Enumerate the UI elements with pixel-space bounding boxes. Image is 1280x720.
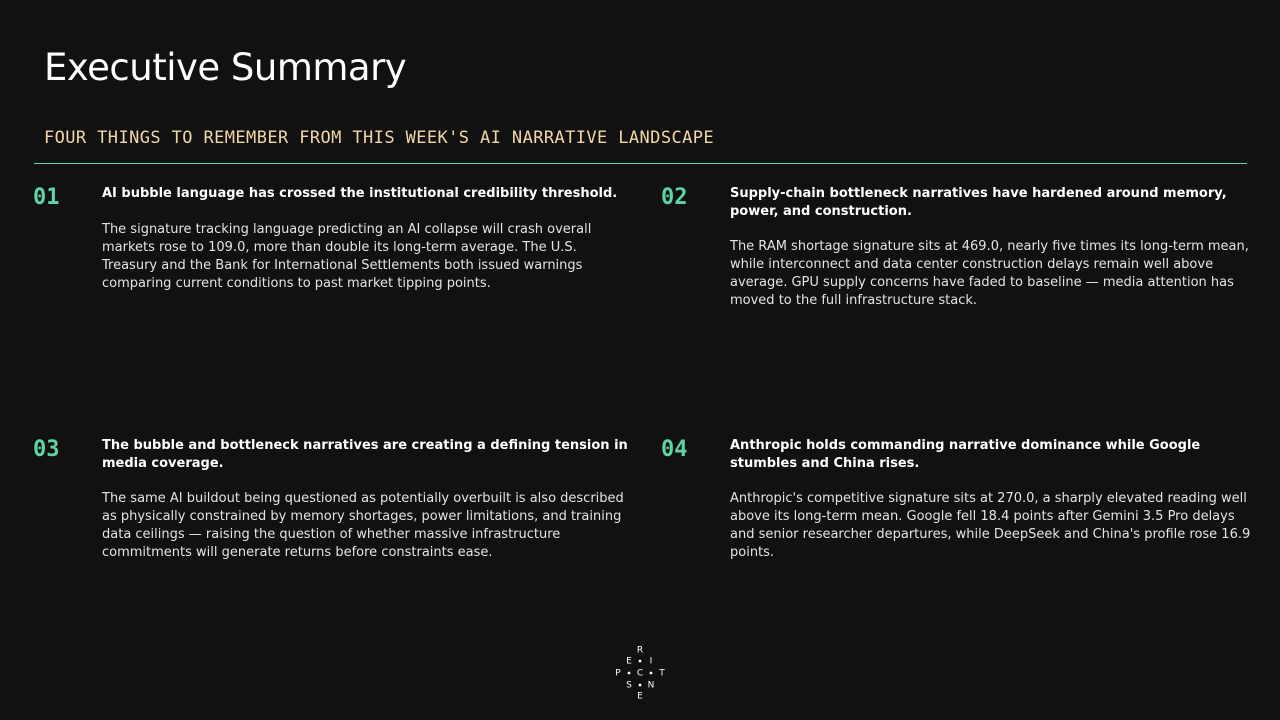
divider bbox=[34, 163, 1247, 164]
brand-logo bbox=[600, 644, 680, 704]
logo-letter: C bbox=[636, 668, 644, 679]
item-heading: The bubble and bottleneck narratives are creating a defining tension in media coverage. bbox=[102, 438, 628, 471]
slide-title: Executive Summary bbox=[44, 46, 407, 89]
item-heading: AI bubble language has crossed the institutional credibility threshold. bbox=[102, 186, 618, 201]
logo-dot bbox=[639, 660, 642, 663]
item-heading: Anthropic holds commanding narrative dominance while Google stumbles and China rises. bbox=[730, 438, 1201, 471]
item-number: 04 bbox=[661, 437, 688, 462]
logo-letter: P bbox=[615, 668, 621, 679]
logo-dot bbox=[650, 672, 653, 675]
item-body: The signature tracking language predicting an AI collapse will crash overall markets rose to 109.0, more than double its long-term average. The U.S. Treasury and the Bank for International Settlements both issued warnings comparing current conditions to past market tipping points. bbox=[102, 222, 592, 291]
item-number: 03 bbox=[33, 437, 60, 462]
slide-subtitle: FOUR THINGS TO REMEMBER FROM THIS WEEK'S AI NARRATIVE LANDSCAPE bbox=[44, 128, 714, 148]
item-number: 02 bbox=[661, 185, 688, 210]
logo-letter: E bbox=[637, 691, 643, 702]
item-body: Anthropic's competitive signature sits at 270.0, a sharply elevated reading well above its long-term mean. Google fell 18.4 points after Gemini 3.5 Pro delays and senior researcher departures, while DeepSeek and China's profile rose 16.9 points. bbox=[730, 491, 1251, 560]
logo-letter: E bbox=[626, 656, 632, 667]
item-body: The RAM shortage signature sits at 469.0, nearly five times its long-term mean, while interconnect and data center construction delays remain well above average. GPU supply concerns have faded to baseline — media attention has moved to the full infrastructure stack. bbox=[730, 239, 1249, 308]
logo-letter: I bbox=[649, 656, 653, 667]
logo-letter: T bbox=[659, 668, 665, 679]
logo-letter: N bbox=[647, 680, 655, 691]
logo-dot bbox=[639, 684, 642, 687]
item-number: 01 bbox=[33, 185, 60, 210]
logo-letter: S bbox=[626, 680, 632, 691]
item-body: The same AI buildout being questioned as potentially overbuilt is also described as physically constrained by memory shortages, power limitations, and training data ceilings — raising the question of whether massive infrastructure commitments will generate returns before constraints ease. bbox=[102, 491, 624, 560]
logo-letter: R bbox=[636, 645, 644, 656]
logo-dot bbox=[628, 672, 631, 675]
item-heading: Supply-chain bottleneck narratives have hardened around memory, power, and construction. bbox=[730, 186, 1227, 219]
